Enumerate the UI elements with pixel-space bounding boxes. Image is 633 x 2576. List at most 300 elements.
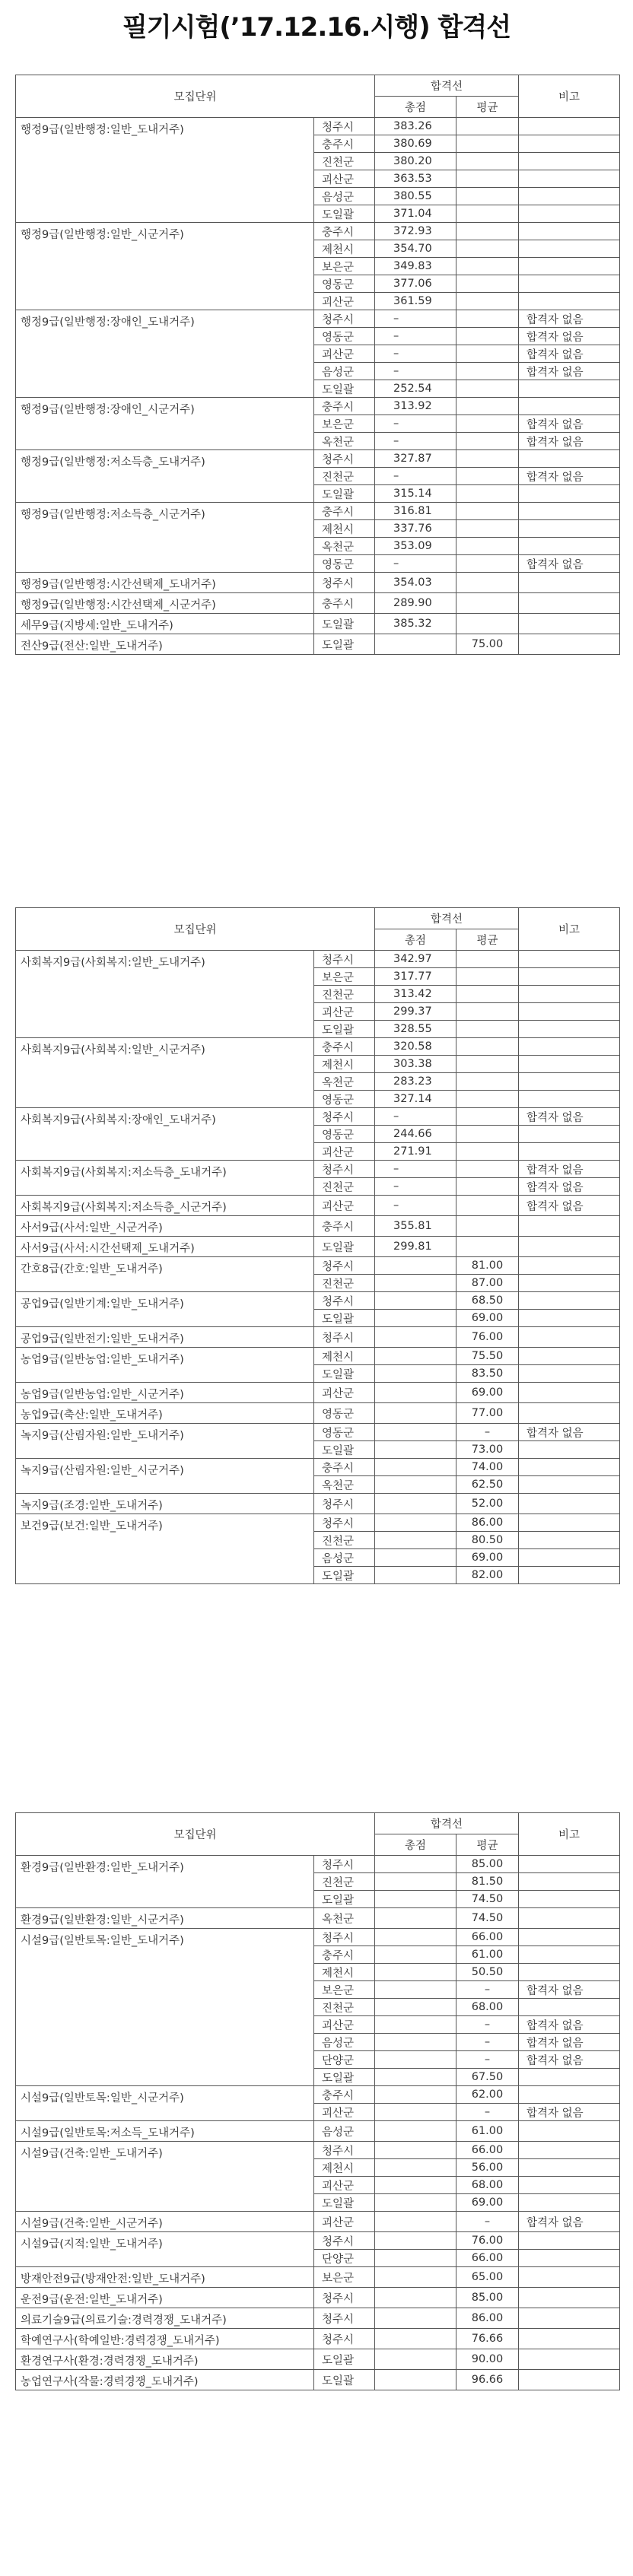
total-score-cell xyxy=(375,1999,456,2016)
region-cell: 보은군 xyxy=(314,968,375,986)
recruit-unit-cell: 사회복지9급(사회복지:일반_시군거주) xyxy=(16,1038,314,1108)
total-score-cell: 320.58 xyxy=(375,1038,456,1056)
note-cell xyxy=(519,258,620,275)
average-score-cell xyxy=(456,555,519,573)
table-row xyxy=(16,398,620,415)
region-cell: 청주시 xyxy=(314,1929,375,1946)
region-cell: 도일괄 xyxy=(314,1365,375,1383)
note-cell xyxy=(519,1908,620,1929)
region-cell: 옥천군 xyxy=(314,433,375,450)
average-score-cell xyxy=(456,538,519,555)
average-score-cell: 86.00 xyxy=(456,2308,519,2329)
region-cell: 도일괄 xyxy=(314,2370,375,2390)
average-score-cell xyxy=(456,310,519,328)
region-cell: 진천군 xyxy=(314,986,375,1003)
total-score-cell xyxy=(375,2051,456,2069)
average-score-cell: 76.66 xyxy=(456,2329,519,2349)
total-score-cell: 299.81 xyxy=(375,1237,456,1257)
header-total: 총점 xyxy=(375,1834,456,1856)
note-cell xyxy=(519,1237,620,1257)
note-cell xyxy=(519,2329,620,2349)
note-cell xyxy=(519,1348,620,1365)
table-row xyxy=(16,310,620,328)
recruit-unit-cell: 녹지9급(조경:일반_도내거주) xyxy=(16,1494,314,1514)
table-row xyxy=(16,2370,620,2390)
average-score-cell: 85.00 xyxy=(456,1856,519,1873)
total-score-cell xyxy=(375,1459,456,1476)
note-cell xyxy=(519,614,620,634)
table-row xyxy=(16,118,620,135)
total-score-cell: 327.14 xyxy=(375,1091,456,1108)
total-score-cell: 283.23 xyxy=(375,1073,456,1091)
average-score-cell xyxy=(456,485,519,503)
note-cell xyxy=(519,1514,620,1532)
total-score-cell: 316.81 xyxy=(375,503,456,520)
average-score-cell: 80.50 xyxy=(456,1532,519,1549)
note-cell xyxy=(519,573,620,593)
region-cell: 청주시 xyxy=(314,1292,375,1310)
total-score-cell: 380.69 xyxy=(375,135,456,153)
average-score-cell xyxy=(456,170,519,188)
note-cell: 합격자 없음 xyxy=(519,555,620,573)
region-cell: 도일괄 xyxy=(314,2194,375,2212)
note-cell xyxy=(519,2069,620,2086)
region-cell: 단양군 xyxy=(314,2051,375,2069)
table-row xyxy=(16,1237,620,1257)
average-score-cell xyxy=(456,188,519,205)
total-score-cell: 244.66 xyxy=(375,1126,456,1143)
total-score-cell xyxy=(375,1981,456,1999)
recruit-unit-cell: 행정9급(일반행정:장애인_도내거주) xyxy=(16,310,314,398)
total-score-cell: 317.77 xyxy=(375,968,456,986)
average-score-cell: 69.00 xyxy=(456,1383,519,1403)
recruit-unit-cell: 환경9급(일반환경:일반_시군거주) xyxy=(16,1908,314,1929)
total-score-cell xyxy=(375,1964,456,1981)
average-score-cell: 86.00 xyxy=(456,1514,519,1532)
table-row xyxy=(16,1514,620,1532)
header-cutoff: 합격선 xyxy=(375,908,519,929)
region-cell: 영동군 xyxy=(314,1091,375,1108)
note-cell xyxy=(519,1929,620,1946)
average-score-cell xyxy=(456,258,519,275)
average-score-cell xyxy=(456,223,519,240)
note-cell xyxy=(519,1856,620,1873)
note-cell: 합격자 없음 xyxy=(519,328,620,345)
average-score-cell: 82.00 xyxy=(456,1567,519,1584)
average-score-cell: 73.00 xyxy=(456,1441,519,1459)
total-score-cell: 353.09 xyxy=(375,538,456,555)
recruit-unit-cell: 농업연구사(작물:경력경쟁_도내거주) xyxy=(16,2370,314,2390)
table-row xyxy=(16,1383,620,1403)
region-cell: 진천군 xyxy=(314,1275,375,1292)
note-cell: 합격자 없음 xyxy=(519,1161,620,1178)
note-cell xyxy=(519,2288,620,2308)
table-row xyxy=(16,450,620,468)
region-cell: 진천군 xyxy=(314,153,375,170)
average-score-cell xyxy=(456,415,519,433)
note-cell xyxy=(519,951,620,968)
header-avg: 평균 xyxy=(456,1834,519,1856)
note-cell xyxy=(519,1964,620,1981)
total-score-cell: – xyxy=(375,1178,456,1196)
note-cell xyxy=(519,1073,620,1091)
region-cell: 제천시 xyxy=(314,1348,375,1365)
region-cell: 청주시 xyxy=(314,2288,375,2308)
table-row xyxy=(16,1108,620,1126)
note-cell xyxy=(519,1873,620,1891)
recruit-unit-cell: 환경9급(일반환경:일반_도내거주) xyxy=(16,1856,314,1908)
region-cell: 옥천군 xyxy=(314,538,375,555)
recruit-unit-cell: 시설9급(일반토목:저소득_도내거주) xyxy=(16,2121,314,2142)
region-cell: 괴산군 xyxy=(314,2177,375,2194)
total-score-cell: 271.91 xyxy=(375,1143,456,1161)
total-score-cell: 355.81 xyxy=(375,1216,456,1237)
average-score-cell xyxy=(456,1178,519,1196)
note-cell xyxy=(519,1365,620,1383)
total-score-cell: – xyxy=(375,415,456,433)
average-score-cell: 69.00 xyxy=(456,2194,519,2212)
note-cell xyxy=(519,2142,620,2159)
table-row xyxy=(16,1216,620,1237)
note-cell xyxy=(519,118,620,135)
region-cell: 영동군 xyxy=(314,555,375,573)
total-score-cell xyxy=(375,1549,456,1567)
total-score-cell xyxy=(375,2177,456,2194)
note-cell: 합격자 없음 xyxy=(519,2034,620,2051)
average-score-cell xyxy=(456,1003,519,1021)
average-score-cell: 76.00 xyxy=(456,1327,519,1348)
region-cell: 청주시 xyxy=(314,310,375,328)
recruit-unit-cell: 학예연구사(학예일반:경력경쟁_도내거주) xyxy=(16,2329,314,2349)
total-score-cell xyxy=(375,1873,456,1891)
region-cell: 충주시 xyxy=(314,223,375,240)
region-cell: 옥천군 xyxy=(314,1476,375,1494)
region-cell: 청주시 xyxy=(314,1856,375,1873)
total-score-cell: 337.76 xyxy=(375,520,456,538)
note-cell xyxy=(519,2177,620,2194)
note-cell: 합격자 없음 xyxy=(519,1196,620,1216)
total-score-cell: 315.14 xyxy=(375,485,456,503)
total-score-cell xyxy=(375,1476,456,1494)
average-score-cell: 68.00 xyxy=(456,2177,519,2194)
note-cell xyxy=(519,1126,620,1143)
table-row xyxy=(16,593,620,614)
recruit-unit-cell: 공업9급(일반전기:일반_도내거주) xyxy=(16,1327,314,1348)
average-score-cell xyxy=(456,1056,519,1073)
region-cell: 도일괄 xyxy=(314,1237,375,1257)
region-cell: 청주시 xyxy=(314,2142,375,2159)
average-score-cell xyxy=(456,1196,519,1216)
recruit-unit-cell: 행정9급(일반행정:장애인_시군거주) xyxy=(16,398,314,450)
region-cell: 청주시 xyxy=(314,573,375,593)
note-cell xyxy=(519,240,620,258)
average-score-cell: 81.50 xyxy=(456,1873,519,1891)
average-score-cell xyxy=(456,573,519,593)
table-row xyxy=(16,2308,620,2329)
region-cell: 진천군 xyxy=(314,1178,375,1196)
recruit-unit-cell: 행정9급(일반행정:일반_시군거주) xyxy=(16,223,314,310)
region-cell: 영동군 xyxy=(314,328,375,345)
total-score-cell xyxy=(375,1424,456,1441)
header-unit: 모집단위 xyxy=(16,1813,375,1856)
region-cell: 청주시 xyxy=(314,1494,375,1514)
note-cell xyxy=(519,188,620,205)
note-cell xyxy=(519,503,620,520)
header-note: 비고 xyxy=(519,75,620,118)
average-score-cell xyxy=(456,1161,519,1178)
region-cell: 괴산군 xyxy=(314,293,375,310)
table-row xyxy=(16,1292,620,1310)
average-score-cell: – xyxy=(456,2212,519,2232)
average-score-cell xyxy=(456,1126,519,1143)
region-cell: 충주시 xyxy=(314,593,375,614)
average-score-cell: 77.00 xyxy=(456,1403,519,1424)
recruit-unit-cell: 시설9급(건축:일반_도내거주) xyxy=(16,2142,314,2212)
region-cell: 충주시 xyxy=(314,135,375,153)
average-score-cell: 90.00 xyxy=(456,2349,519,2370)
header-avg: 평균 xyxy=(456,97,519,118)
note-cell: 합격자 없음 xyxy=(519,1108,620,1126)
region-cell: 청주시 xyxy=(314,1161,375,1178)
note-cell: 합격자 없음 xyxy=(519,415,620,433)
total-score-cell: 385.32 xyxy=(375,614,456,634)
recruit-unit-cell: 간호8급(간호:일반_도내거주) xyxy=(16,1257,314,1292)
note-cell xyxy=(519,968,620,986)
note-cell xyxy=(519,1056,620,1073)
note-cell xyxy=(519,485,620,503)
note-cell xyxy=(519,223,620,240)
average-score-cell xyxy=(456,614,519,634)
average-score-cell: 69.00 xyxy=(456,1310,519,1327)
region-cell: 도일괄 xyxy=(314,2349,375,2370)
note-cell xyxy=(519,2349,620,2370)
average-score-cell xyxy=(456,520,519,538)
average-score-cell xyxy=(456,153,519,170)
total-score-cell xyxy=(375,634,456,655)
region-cell: 옥천군 xyxy=(314,1073,375,1091)
average-score-cell xyxy=(456,293,519,310)
region-cell: 청주시 xyxy=(314,450,375,468)
region-cell: 제천시 xyxy=(314,1964,375,1981)
average-score-cell: – xyxy=(456,2104,519,2121)
region-cell: 도일괄 xyxy=(314,1021,375,1038)
total-score-cell xyxy=(375,1348,456,1365)
total-score-cell xyxy=(375,1403,456,1424)
average-score-cell xyxy=(456,345,519,363)
average-score-cell xyxy=(456,593,519,614)
recruit-unit-cell: 시설9급(일반토목:일반_도내거주) xyxy=(16,1929,314,2086)
note-cell xyxy=(519,1292,620,1310)
region-cell: 제천시 xyxy=(314,240,375,258)
note-cell: 합격자 없음 xyxy=(519,1981,620,1999)
region-cell: 진천군 xyxy=(314,1873,375,1891)
table-row xyxy=(16,951,620,968)
region-cell: 충주시 xyxy=(314,1946,375,1964)
table-row xyxy=(16,1196,620,1216)
header-total: 총점 xyxy=(375,929,456,951)
region-cell: 괴산군 xyxy=(314,2212,375,2232)
note-cell xyxy=(519,1257,620,1275)
average-score-cell: 52.00 xyxy=(456,1494,519,1514)
note-cell xyxy=(519,1946,620,1964)
recruit-unit-cell: 환경연구사(환경:경력경쟁_도내거주) xyxy=(16,2349,314,2370)
note-cell xyxy=(519,634,620,655)
total-score-cell xyxy=(375,1383,456,1403)
average-score-cell xyxy=(456,1237,519,1257)
region-cell: 진천군 xyxy=(314,468,375,485)
table-row xyxy=(16,1856,620,1873)
table-row xyxy=(16,2349,620,2370)
region-cell: 괴산군 xyxy=(314,170,375,188)
note-cell xyxy=(519,1021,620,1038)
note-cell xyxy=(519,1275,620,1292)
region-cell: 진천군 xyxy=(314,1999,375,2016)
average-score-cell: – xyxy=(456,2034,519,2051)
note-cell: 합격자 없음 xyxy=(519,468,620,485)
average-score-cell: 66.00 xyxy=(456,1929,519,1946)
recruit-unit-cell: 녹지9급(산림자원:일반_도내거주) xyxy=(16,1424,314,1459)
note-cell xyxy=(519,275,620,293)
table-row xyxy=(16,2329,620,2349)
header-note: 비고 xyxy=(519,908,620,951)
total-score-cell: – xyxy=(375,433,456,450)
table-row xyxy=(16,1038,620,1056)
total-score-cell: – xyxy=(375,555,456,573)
note-cell: 합격자 없음 xyxy=(519,1178,620,1196)
average-score-cell xyxy=(456,363,519,380)
region-cell: 보은군 xyxy=(314,2267,375,2288)
average-score-cell: 66.00 xyxy=(456,2250,519,2267)
average-score-cell: 65.00 xyxy=(456,2267,519,2288)
total-score-cell xyxy=(375,1514,456,1532)
region-cell: 충주시 xyxy=(314,398,375,415)
region-cell: 단양군 xyxy=(314,2250,375,2267)
total-score-cell xyxy=(375,1310,456,1327)
region-cell: 제천시 xyxy=(314,1056,375,1073)
region-cell: 영동군 xyxy=(314,1424,375,1441)
table-row xyxy=(16,1908,620,1929)
recruit-unit-cell: 시설9급(일반토목:일반_시군거주) xyxy=(16,2086,314,2121)
table-row xyxy=(16,1257,620,1275)
note-cell xyxy=(519,2250,620,2267)
recruit-unit-cell: 행정9급(일반행정:저소득층_시군거주) xyxy=(16,503,314,573)
total-score-cell xyxy=(375,2034,456,2051)
recruit-unit-cell: 사회복지9급(사회복지:저소득층_시군거주) xyxy=(16,1196,314,1216)
region-cell: 제천시 xyxy=(314,2159,375,2177)
average-score-cell xyxy=(456,275,519,293)
average-score-cell xyxy=(456,118,519,135)
average-score-cell: 66.00 xyxy=(456,2142,519,2159)
average-score-cell: 61.00 xyxy=(456,2121,519,2142)
average-score-cell: 75.50 xyxy=(456,1348,519,1365)
average-score-cell xyxy=(456,1021,519,1038)
total-score-cell: – xyxy=(375,310,456,328)
table-row xyxy=(16,1327,620,1348)
region-cell: 음성군 xyxy=(314,188,375,205)
note-cell xyxy=(519,398,620,415)
note-cell xyxy=(519,538,620,555)
table-row xyxy=(16,634,620,655)
total-score-cell: – xyxy=(375,363,456,380)
average-score-cell: 87.00 xyxy=(456,1275,519,1292)
region-cell: 도일괄 xyxy=(314,634,375,655)
recruit-unit-cell: 행정9급(일반행정:저소득층_도내거주) xyxy=(16,450,314,503)
note-cell: 합격자 없음 xyxy=(519,2212,620,2232)
total-score-cell: – xyxy=(375,1108,456,1126)
note-cell xyxy=(519,1459,620,1476)
header-unit: 모집단위 xyxy=(16,75,375,118)
total-score-cell: 349.83 xyxy=(375,258,456,275)
region-cell: 청주시 xyxy=(314,1514,375,1532)
average-score-cell: 68.50 xyxy=(456,1292,519,1310)
average-score-cell xyxy=(456,1038,519,1056)
note-cell xyxy=(519,1999,620,2016)
recruit-unit-cell: 보건9급(보건:일반_도내거주) xyxy=(16,1514,314,1584)
total-score-cell xyxy=(375,2194,456,2212)
total-score-cell xyxy=(375,1275,456,1292)
note-cell xyxy=(519,520,620,538)
region-cell: 도일괄 xyxy=(314,1567,375,1584)
average-score-cell: – xyxy=(456,1424,519,1441)
total-score-cell: – xyxy=(375,1196,456,1216)
region-cell: 청주시 xyxy=(314,2308,375,2329)
recruit-unit-cell: 공업9급(일반기계:일반_도내거주) xyxy=(16,1292,314,1327)
region-cell: 청주시 xyxy=(314,1257,375,1275)
total-score-cell xyxy=(375,2121,456,2142)
note-cell xyxy=(519,1038,620,1056)
region-cell: 도일괄 xyxy=(314,614,375,634)
recruit-unit-cell: 사서9급(사서:시간선택제_도내거주) xyxy=(16,1237,314,1257)
note-cell xyxy=(519,1383,620,1403)
region-cell: 보은군 xyxy=(314,258,375,275)
table-row xyxy=(16,1403,620,1424)
average-score-cell xyxy=(456,433,519,450)
region-cell: 괴산군 xyxy=(314,1003,375,1021)
average-score-cell: 76.00 xyxy=(456,2232,519,2250)
average-score-cell xyxy=(456,240,519,258)
average-score-cell: 62.50 xyxy=(456,1476,519,1494)
total-score-cell xyxy=(375,2212,456,2232)
total-score-cell: 252.54 xyxy=(375,380,456,398)
total-score-cell: 380.55 xyxy=(375,188,456,205)
total-score-cell: 289.90 xyxy=(375,593,456,614)
region-cell: 충주시 xyxy=(314,503,375,520)
header-total: 총점 xyxy=(375,97,456,118)
total-score-cell: 361.59 xyxy=(375,293,456,310)
note-cell: 합격자 없음 xyxy=(519,1424,620,1441)
region-cell: 영동군 xyxy=(314,275,375,293)
average-score-cell: – xyxy=(456,1981,519,1999)
region-cell: 괴산군 xyxy=(314,2104,375,2121)
note-cell xyxy=(519,205,620,223)
total-score-cell xyxy=(375,1441,456,1459)
note-cell xyxy=(519,1143,620,1161)
region-cell: 충주시 xyxy=(314,1038,375,1056)
cutoff-table-3 xyxy=(15,1812,619,2390)
table-row xyxy=(16,2086,620,2104)
note-cell xyxy=(519,2370,620,2390)
note-cell xyxy=(519,1891,620,1908)
table-row xyxy=(16,1459,620,1476)
region-cell: 음성군 xyxy=(314,1549,375,1567)
header-avg: 평균 xyxy=(456,929,519,951)
average-score-cell: 62.00 xyxy=(456,2086,519,2104)
note-cell: 합격자 없음 xyxy=(519,2104,620,2121)
table-row xyxy=(16,1929,620,1946)
average-score-cell: 61.00 xyxy=(456,1946,519,1964)
region-cell: 보은군 xyxy=(314,1981,375,1999)
total-score-cell xyxy=(375,1891,456,1908)
